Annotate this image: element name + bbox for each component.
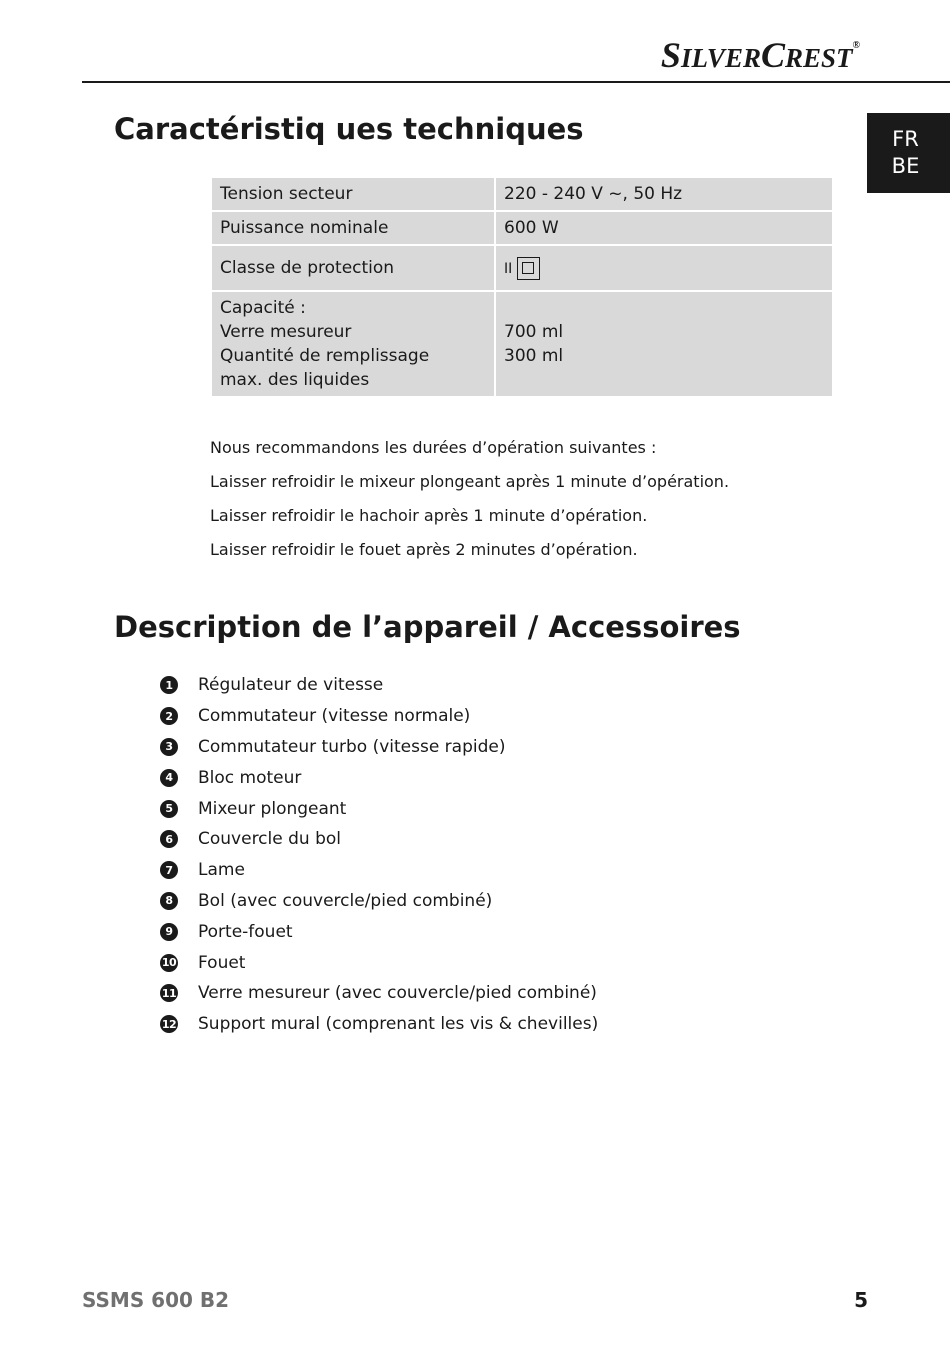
- item-text: Couvercle du bol: [198, 829, 341, 850]
- list-item: [160, 793, 598, 824]
- list-item: [160, 762, 598, 793]
- item-text: Bol (avec couvercle/pied combiné): [198, 890, 493, 911]
- item-number-badge: 10: [160, 954, 178, 972]
- list-item: [160, 701, 598, 732]
- item-number-badge: 9: [160, 923, 178, 941]
- list-item: [160, 916, 598, 947]
- brand-logo: SILVERCREST®: [660, 35, 860, 75]
- note-line: Laisser refroidir le hachoir après 1 minute d’opération.: [210, 506, 648, 525]
- item-number-badge: 7: [160, 861, 178, 879]
- item-text: Mixeur plongeant: [198, 798, 347, 819]
- item-text: Fouet: [198, 952, 246, 973]
- item-text: Commutateur (vitesse normale): [198, 706, 471, 727]
- operation-notes: [210, 436, 850, 572]
- specs-heading: Caractéristiq ues techniques: [114, 112, 584, 146]
- page-number: 5: [854, 1288, 868, 1312]
- item-text: Porte-fouet: [198, 921, 293, 942]
- list-item: [160, 947, 598, 978]
- item-text: Verre mesureur (avec couvercle/pied combiné): [198, 983, 597, 1004]
- spec-label: Classe de protection: [212, 246, 494, 290]
- spec-value-line: 700 ml: [504, 322, 564, 342]
- spec-value: [496, 292, 832, 396]
- item-number-badge: 6: [160, 830, 178, 848]
- item-text: Support mural (comprenant les vis & chevilles): [198, 1014, 599, 1035]
- item-number-badge: 5: [160, 800, 178, 818]
- note-line: Nous recommandons les durées d’opération suivantes :: [210, 438, 657, 457]
- protection-class-text: II: [504, 260, 513, 277]
- footer-model-number: SSMS 600 B2: [82, 1288, 230, 1312]
- spec-value: 600 W: [496, 212, 832, 244]
- protection-class-ii-icon: [517, 257, 540, 280]
- item-number-badge: 12: [160, 1015, 178, 1033]
- description-heading: Description de l’appareil / Accessoires: [114, 610, 741, 644]
- parts-list: [160, 670, 598, 1040]
- spec-label: Tension secteur: [212, 178, 494, 210]
- table-row: [212, 292, 832, 396]
- spec-value: 220 - 240 V ~, 50 Hz: [496, 178, 832, 210]
- item-number-badge: 3: [160, 738, 178, 756]
- spec-label-line: Verre mesureur: [220, 322, 352, 342]
- list-item: [160, 1009, 598, 1040]
- table-row: [212, 246, 832, 290]
- language-tab: [867, 113, 950, 193]
- language-code-fr: FR: [892, 127, 919, 151]
- spec-label: Puissance nominale: [212, 212, 494, 244]
- list-item: [160, 824, 598, 855]
- item-number-badge: 11: [160, 984, 178, 1002]
- table-row: [212, 212, 832, 244]
- item-text: Commutateur turbo (vitesse rapide): [198, 736, 506, 757]
- list-item: [160, 855, 598, 886]
- item-number-badge: 2: [160, 707, 178, 725]
- spec-label: [212, 292, 494, 396]
- spec-value: [496, 246, 832, 290]
- item-number-badge: 1: [160, 676, 178, 694]
- spec-label-line: Quantité de remplissage: [220, 346, 430, 366]
- specs-table: [210, 176, 834, 398]
- spec-label-line: max. des liquides: [220, 370, 370, 390]
- item-text: Lame: [198, 860, 245, 881]
- spec-value-line: 300 ml: [504, 346, 564, 366]
- table-row: [212, 178, 832, 210]
- item-text: Régulateur de vitesse: [198, 675, 384, 696]
- spec-label-line: Capacité :: [220, 298, 306, 318]
- list-item: [160, 670, 598, 701]
- note-line: Laisser refroidir le fouet après 2 minutes d’opération.: [210, 540, 638, 559]
- item-text: Bloc moteur: [198, 767, 302, 788]
- item-number-badge: 4: [160, 769, 178, 787]
- list-item: [160, 732, 598, 763]
- language-code-be: BE: [891, 154, 920, 178]
- note-line: Laisser refroidir le mixeur plongeant après 1 minute d’opération.: [210, 472, 730, 491]
- list-item: [160, 886, 598, 917]
- header-divider: [82, 81, 950, 83]
- list-item: [160, 978, 598, 1009]
- item-number-badge: 8: [160, 892, 178, 910]
